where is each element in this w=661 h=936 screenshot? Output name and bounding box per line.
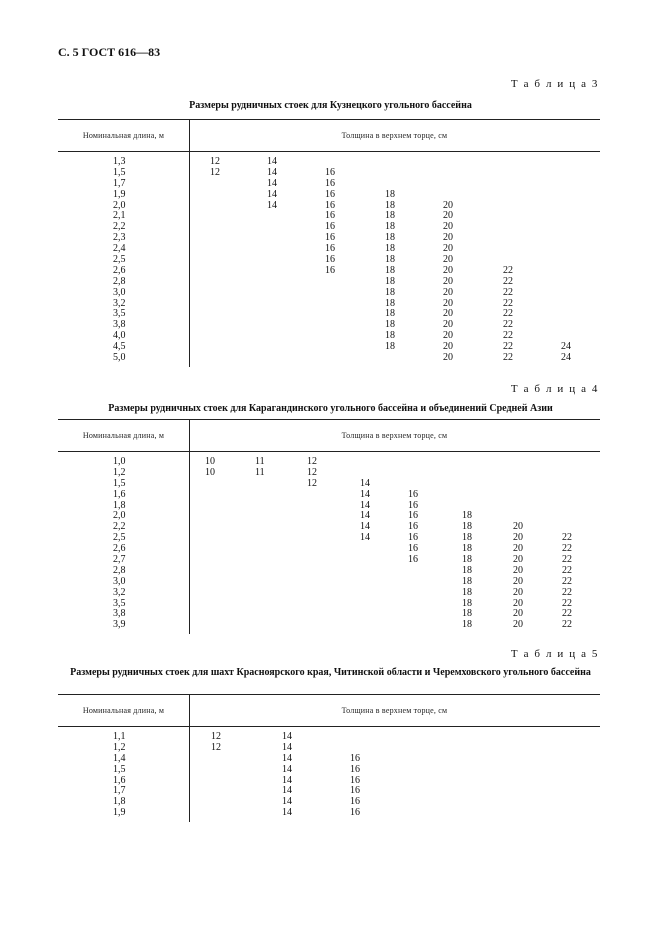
thickness-value: 16 — [325, 221, 335, 233]
column-divider — [189, 452, 190, 634]
table-4-title: Размеры рудничных стоек для Карагандинского угольного бассейна и объединений Средней Азии — [108, 403, 553, 414]
row-length-value: 1,9 — [113, 188, 126, 200]
thickness-value: 18 — [462, 532, 472, 544]
table-row — [58, 501, 600, 512]
thickness-value: 16 — [408, 554, 418, 566]
thickness-value: 18 — [385, 243, 395, 255]
table-row — [58, 765, 600, 776]
table-header — [58, 694, 600, 727]
table-row — [58, 754, 600, 765]
thickness-value: 14 — [360, 521, 370, 533]
table-row — [58, 277, 600, 288]
thickness-value: 18 — [462, 619, 472, 631]
thickness-value: 20 — [443, 199, 453, 211]
thickness-value: 20 — [443, 297, 453, 309]
thickness-value: 18 — [462, 597, 472, 609]
thickness-value: 18 — [385, 297, 395, 309]
table-row — [58, 353, 600, 364]
thickness-value: 18 — [462, 586, 472, 598]
table-row — [58, 190, 600, 201]
row-length-value: 3,9 — [113, 619, 126, 631]
row-length-value: 1,1 — [113, 731, 126, 742]
row-length-value: 2,3 — [113, 232, 126, 244]
table-body — [58, 727, 600, 819]
row-length-value: 3,0 — [113, 286, 126, 298]
thickness-value: 14 — [282, 785, 292, 797]
thickness-value: 20 — [443, 341, 453, 353]
thickness-value: 20 — [443, 275, 453, 287]
thickness-value: 20 — [443, 232, 453, 244]
table-row — [58, 620, 600, 631]
thickness-value: 14 — [282, 731, 292, 742]
table-row — [58, 743, 600, 754]
row-length-value: 1,3 — [113, 156, 126, 167]
thickness-value: 12 — [210, 156, 220, 167]
thickness-value: 18 — [385, 232, 395, 244]
thickness-value: 18 — [385, 286, 395, 298]
row-length-value: 3,8 — [113, 319, 126, 331]
thickness-value: 14 — [267, 156, 277, 167]
thickness-value: 18 — [462, 575, 472, 587]
thickness-value: 14 — [360, 532, 370, 544]
thickness-value: 16 — [325, 264, 335, 276]
table-row — [58, 808, 600, 819]
table-row — [58, 288, 600, 299]
thickness-value: 14 — [360, 488, 370, 500]
thickness-value: 14 — [282, 752, 292, 764]
row-length-value: 1,8 — [113, 499, 126, 511]
thickness-value: 20 — [443, 243, 453, 255]
thickness-value: 20 — [513, 554, 523, 566]
thickness-value: 16 — [408, 499, 418, 511]
thickness-value: 20 — [513, 608, 523, 620]
column-header-length: Номинальная длина, м — [82, 706, 165, 715]
thickness-value: 20 — [513, 597, 523, 609]
thickness-value: 20 — [513, 521, 523, 533]
row-length-value: 4,0 — [113, 330, 126, 342]
row-length-value: 1,6 — [113, 488, 126, 500]
row-length-value: 1,7 — [113, 785, 126, 797]
thickness-value: 16 — [325, 210, 335, 222]
thickness-value: 16 — [325, 232, 335, 244]
thickness-value: 22 — [562, 543, 572, 555]
row-length-value: 3,2 — [113, 297, 126, 309]
thickness-value: 16 — [350, 763, 360, 775]
row-length-value: 2,0 — [113, 510, 126, 522]
thickness-value: 18 — [385, 199, 395, 211]
row-length-value: 3,2 — [113, 586, 126, 598]
thickness-value: 18 — [462, 608, 472, 620]
table-row — [58, 457, 600, 468]
thickness-value: 14 — [282, 807, 292, 819]
thickness-value: 22 — [503, 308, 513, 320]
thickness-value: 18 — [462, 521, 472, 533]
thickness-value: 22 — [503, 319, 513, 331]
thickness-value: 18 — [385, 264, 395, 276]
table-row — [58, 732, 600, 743]
thickness-value: 20 — [513, 586, 523, 598]
row-length-value: 3,0 — [113, 575, 126, 587]
table-row — [58, 776, 600, 787]
thickness-value: 22 — [562, 619, 572, 631]
table-row — [58, 479, 600, 490]
thickness-value: 12 — [307, 477, 317, 489]
thickness-value: 16 — [350, 752, 360, 764]
thickness-value: 14 — [282, 763, 292, 775]
thickness-value: 18 — [385, 210, 395, 222]
table-row — [58, 309, 600, 320]
table-row — [58, 342, 600, 353]
column-header-length: Номинальная длина, м — [82, 131, 165, 140]
thickness-value: 12 — [307, 456, 317, 467]
thickness-value: 20 — [513, 564, 523, 576]
row-length-value: 2,6 — [113, 264, 126, 276]
row-length-value: 2,8 — [113, 275, 126, 287]
thickness-value: 14 — [282, 796, 292, 808]
thickness-value: 18 — [385, 308, 395, 320]
thickness-value: 16 — [325, 166, 335, 178]
thickness-value: 16 — [350, 774, 360, 786]
page-reference: С. 5 ГОСТ 616—83 — [58, 45, 161, 59]
thickness-value: 18 — [462, 554, 472, 566]
thickness-value: 12 — [211, 731, 221, 742]
row-length-value: 1,5 — [113, 763, 126, 775]
thickness-value: 16 — [325, 254, 335, 266]
thickness-value: 12 — [210, 166, 220, 178]
table-row — [58, 786, 600, 797]
row-length-value: 3,5 — [113, 308, 126, 320]
row-length-value: 1,5 — [113, 166, 126, 178]
column-divider — [189, 727, 190, 822]
thickness-value: 18 — [385, 330, 395, 342]
column-header-thickness: Толщина в верхнем торце, см — [341, 431, 448, 440]
thickness-value: 22 — [503, 341, 513, 353]
thickness-value: 14 — [267, 199, 277, 211]
thickness-value: 14 — [282, 774, 292, 786]
row-length-value: 2,5 — [113, 532, 126, 544]
table-4 — [58, 419, 600, 631]
thickness-value: 14 — [267, 166, 277, 178]
thickness-value: 16 — [325, 188, 335, 200]
row-length-value: 2,5 — [113, 254, 126, 266]
thickness-value: 14 — [267, 177, 277, 189]
row-length-value: 1,2 — [113, 466, 126, 478]
thickness-value: 12 — [307, 466, 317, 478]
row-length-value: 1,6 — [113, 774, 126, 786]
table-row — [58, 331, 600, 342]
thickness-value: 10 — [205, 466, 215, 478]
thickness-value: 22 — [562, 554, 572, 566]
table-row — [58, 797, 600, 808]
table-5 — [58, 694, 600, 819]
thickness-value: 18 — [462, 510, 472, 522]
thickness-value: 22 — [503, 352, 513, 364]
thickness-value: 11 — [255, 456, 265, 467]
thickness-value: 14 — [360, 499, 370, 511]
table-3-label: Т а б л и ц а 3 — [510, 78, 599, 90]
table-row — [58, 468, 600, 479]
thickness-value: 20 — [443, 308, 453, 320]
row-length-value: 1,5 — [113, 477, 126, 489]
row-length-value: 3,8 — [113, 608, 126, 620]
column-header-length: Номинальная длина, м — [82, 431, 165, 440]
row-length-value: 1,0 — [113, 456, 126, 467]
row-length-value: 5,0 — [113, 352, 126, 364]
thickness-value: 20 — [513, 532, 523, 544]
thickness-value: 22 — [503, 275, 513, 287]
thickness-value: 20 — [513, 575, 523, 587]
table-header — [58, 419, 600, 452]
row-length-value: 3,5 — [113, 597, 126, 609]
thickness-value: 22 — [503, 264, 513, 276]
row-length-value: 2,2 — [113, 521, 126, 533]
thickness-value: 22 — [562, 575, 572, 587]
thickness-value: 14 — [360, 477, 370, 489]
thickness-value: 16 — [325, 199, 335, 211]
thickness-value: 16 — [325, 177, 335, 189]
thickness-value: 14 — [282, 741, 292, 753]
table-body — [58, 152, 600, 364]
row-length-value: 2,4 — [113, 243, 126, 255]
thickness-value: 16 — [350, 796, 360, 808]
column-divider — [189, 152, 190, 367]
thickness-value: 14 — [360, 510, 370, 522]
thickness-value: 18 — [385, 319, 395, 331]
row-length-value: 2,6 — [113, 543, 126, 555]
thickness-value: 20 — [443, 210, 453, 222]
thickness-value: 18 — [462, 543, 472, 555]
thickness-value: 11 — [255, 466, 265, 478]
thickness-value: 22 — [562, 564, 572, 576]
thickness-value: 22 — [562, 586, 572, 598]
thickness-value: 22 — [562, 597, 572, 609]
thickness-value: 16 — [408, 543, 418, 555]
row-length-value: 1,8 — [113, 796, 126, 808]
row-length-value: 2,0 — [113, 199, 126, 211]
thickness-value: 20 — [443, 221, 453, 233]
row-length-value: 2,2 — [113, 221, 126, 233]
table-3-title: Размеры рудничных стоек для Кузнецкого угольного бассейна — [189, 100, 472, 111]
thickness-value: 20 — [443, 352, 453, 364]
thickness-value: 22 — [562, 608, 572, 620]
table-header — [58, 119, 600, 152]
table-row — [58, 490, 600, 501]
thickness-value: 20 — [443, 264, 453, 276]
column-header-thickness: Толщина в верхнем торце, см — [341, 706, 448, 715]
table-row — [58, 299, 600, 310]
thickness-value: 24 — [561, 352, 571, 364]
row-length-value: 2,1 — [113, 210, 126, 222]
table-body — [58, 452, 600, 631]
thickness-value: 20 — [443, 254, 453, 266]
row-length-value: 1,4 — [113, 752, 126, 764]
row-length-value: 1,7 — [113, 177, 126, 189]
table-5-label: Т а б л и ц а 5 — [510, 648, 599, 660]
thickness-value: 20 — [443, 286, 453, 298]
thickness-value: 18 — [385, 341, 395, 353]
row-length-value: 2,8 — [113, 564, 126, 576]
thickness-value: 22 — [562, 532, 572, 544]
row-length-value: 1,2 — [113, 741, 126, 753]
table-row — [58, 266, 600, 277]
table-4-label: Т а б л и ц а 4 — [510, 383, 599, 395]
column-header-thickness: Толщина в верхнем торце, см — [341, 131, 448, 140]
thickness-value: 18 — [462, 564, 472, 576]
table-row — [58, 588, 600, 599]
thickness-value: 20 — [443, 330, 453, 342]
thickness-value: 14 — [267, 188, 277, 200]
thickness-value: 20 — [513, 619, 523, 631]
thickness-value: 18 — [385, 188, 395, 200]
thickness-value: 16 — [408, 510, 418, 522]
thickness-value: 12 — [211, 741, 221, 753]
thickness-value: 22 — [503, 286, 513, 298]
thickness-value: 20 — [443, 319, 453, 331]
thickness-value: 16 — [408, 488, 418, 500]
thickness-value: 20 — [513, 543, 523, 555]
table-5-title: Размеры рудничных стоек для шахт Красноярского края, Читинской области и Черемховского угольного бассейна — [70, 667, 591, 678]
thickness-value: 22 — [503, 297, 513, 309]
thickness-value: 18 — [385, 221, 395, 233]
thickness-value: 16 — [325, 243, 335, 255]
thickness-value: 16 — [408, 532, 418, 544]
row-length-value: 1,9 — [113, 807, 126, 819]
thickness-value: 18 — [385, 275, 395, 287]
table-3 — [58, 119, 600, 364]
row-length-value: 4,5 — [113, 341, 126, 353]
thickness-value: 16 — [350, 807, 360, 819]
thickness-value: 16 — [350, 785, 360, 797]
thickness-value: 22 — [503, 330, 513, 342]
thickness-value: 16 — [408, 521, 418, 533]
row-length-value: 2,7 — [113, 554, 126, 566]
thickness-value: 10 — [205, 456, 215, 467]
thickness-value: 24 — [561, 341, 571, 353]
table-row — [58, 320, 600, 331]
thickness-value: 18 — [385, 254, 395, 266]
